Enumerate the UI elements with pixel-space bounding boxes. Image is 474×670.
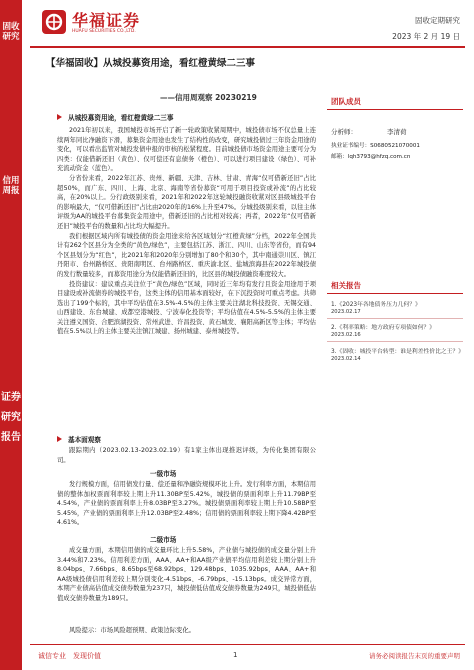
related-separator bbox=[327, 318, 463, 319]
team-heading: 团队成员 bbox=[331, 97, 361, 106]
logo-mark-icon bbox=[42, 10, 66, 34]
section-marker-icon bbox=[57, 114, 62, 120]
related-separator bbox=[327, 341, 463, 342]
analyst-line bbox=[331, 127, 407, 136]
section-heading-1 bbox=[57, 112, 174, 122]
footer-disclaimer: 请务必阅读报告末页的重要声明 bbox=[369, 652, 460, 660]
paragraph: 分省份来看，2022年江苏、贵州、新疆、天津、吉林、甘肃、青海“仅可借新还旧”占比超50%，而广东、四川、上海、北京、海南等省份募资“可用于项目投资或补流”的占比较高，在20%以上。分行政级别来看，2021年和2022年这轮城投融资收紧对区县级城投平台的影响最大，“仅可借新还旧”占比由2020年的16%上升至47%。分城投级别来看，以往主体评级为AA的城投平台募集资金用途中，借新还旧的占比相对较高；再者，2022年“仅可借新还旧”城投平台的数量和占比均大幅提升。 bbox=[57, 174, 316, 230]
footer-slogan: 诚信专业 发现价值 bbox=[38, 652, 101, 660]
subsection-heading-secondary: 二级市场 bbox=[150, 536, 177, 544]
report-title: 【华福固收】从城投募资用途，看红橙黄绿二三事 bbox=[46, 58, 256, 69]
related-report-date: 2023.02.14 bbox=[331, 356, 361, 362]
report-subtitle: ——信用周观察 20230219 bbox=[160, 93, 257, 102]
footer-divider bbox=[30, 644, 465, 645]
section-marker-icon bbox=[57, 436, 62, 442]
license-number: 执业证书编号：S0680521070001 bbox=[331, 143, 420, 149]
subsection-primary-body bbox=[57, 480, 316, 528]
related-report-date: 2023.02.16 bbox=[331, 332, 361, 338]
section-heading-2 bbox=[57, 434, 101, 444]
logo-cn-text: 华福证券 bbox=[72, 11, 141, 30]
section-heading-text: 基本面观察 bbox=[68, 436, 101, 444]
risk-notice bbox=[57, 626, 316, 636]
related-report-link[interactable]: 1.《2023年各地债务压力几何？》 bbox=[331, 302, 421, 308]
header-divider bbox=[30, 46, 465, 48]
related-heading: 相关报告 bbox=[331, 281, 361, 290]
analyst-email[interactable]: 邮箱：lqh3793@hfzq.com.cn bbox=[331, 154, 411, 160]
paragraph: 2021年初以来，我国城投市场开启了新一轮政策收紧周期中，城投债市场不仅总量上连续两年同比净融资下滑，募集资金用途也发生了结构性的改变，研究城投债过三年资金用途的变化，可以看出监管对城投发债申报的审核的松紧程度。目前城投债市场资金用途主要可分为四类：仅能借新还旧（黄色）、仅可偿还有息债务（橙色）、可以进行项目建设（绿色）、可补充流动资金（蓝色）。 bbox=[57, 127, 316, 173]
team-divider bbox=[327, 109, 463, 110]
subsection-secondary-body bbox=[57, 546, 316, 604]
sidebar-top-label: 固收研究 bbox=[2, 22, 20, 42]
paragraph: 发行规模方面，信用债发行量、偿还量和净融资规模环比上升。发行利率方面，本期信用债的整体加权票面利率较上期上升11.30BP至5.42%，城投债的票面利率上升11.79BP至4.54%，产业债的票面利率上升8.03BP至3.27%。城投债票面利率较上期上升10.58BP至5.45%，产业债的票面利率上升12.03BP至2.48%；信用债的票面利率较上期下降4.42BP至4.61%。 bbox=[57, 481, 316, 527]
subsection-heading-primary: 一级市场 bbox=[150, 470, 177, 478]
section-2-intro bbox=[57, 446, 316, 465]
left-sidebar bbox=[0, 0, 22, 670]
paragraph: 跟踪期内（2023.02.13-2023.02.19）有1家主体出现推迟评级，为传化集团有限公司。 bbox=[57, 447, 316, 464]
paragraph: 我们根据区域内所有城投债的资金用途来给各区域划分“红橙黄绿”分档，2022年全国共计有262个区县分为全类的“黄色/绿色”，主要包括江苏、浙江、四川、山东等省份，而有94个区县划分为“红色”，比2021年和2020年分别增加了80个和30个，其中南通崇川区、镇江丹阳市、台州路桥区、贵阳南明区、台州路桥区、重庆渝北区、盐城滨海县在2022年城投债的发行数量较多，而募资用途分为仅能借新还旧的，比区县的城投债融资难度较大。 bbox=[57, 232, 316, 278]
analyst-label: 分析师： bbox=[331, 128, 357, 136]
related-report-date: 2023.02.17 bbox=[331, 309, 361, 315]
paragraph: 成交量方面，本期信用债的成交量环比上升5.58%，产业债与城投债的成交量分别上升3.44%和7.23%。信用利差方面，AAA、AA+和AA级产业债平均信用利差较上期分别上升8.04bps、7.66bps、8.65bps至68.92bps、129.48bps、1035.92bps，AAA、AA+和AA级城投债信用利差较上期分别变化-4.51bps、-6.79bps、-15.13bps。成交异常方面，本期产业债高估值成交债券数量为237只，城投债低估值成交债券数量为249只，城投债低估值成交债券数量为189只。 bbox=[57, 547, 316, 602]
logo-en-text: HUAFU SECURITIES CO.,LTD. bbox=[72, 29, 136, 34]
sidebar-bottom-label: 证券研究报告 bbox=[1, 392, 21, 443]
sidebar-mid-label: 信用周报 bbox=[2, 176, 20, 196]
report-type: 固收定期研究 bbox=[415, 16, 460, 25]
related-report-link[interactable]: 3.《固收：城投平台转型：谁是利差性价比之王？》 bbox=[331, 349, 465, 355]
paragraph: 风险提示：市场风险超预期、政策边际变化。 bbox=[69, 627, 195, 634]
analyst-name: 李清荷 bbox=[387, 128, 407, 136]
page-number: 1 bbox=[233, 651, 238, 659]
section-heading-text: 从城投募资用途，看红橙黄绿二三事 bbox=[68, 114, 174, 122]
company-logo bbox=[42, 8, 141, 40]
related-report-link[interactable]: 2.《利率策略：地方政府专项债如何？》 bbox=[331, 325, 436, 331]
report-date: 2023 年 2 月 19 日 bbox=[392, 32, 460, 41]
section-1-body bbox=[57, 126, 316, 337]
paragraph: 投资建议：建议重点关注位于“黄色/绿色”区域，同时近三年均有发行且资金用途用于项目建设或补流债券的城投平台，这类主体的信用基本面较好，在下沉投资时可重点考虑。共筛选出了199个标的，其中平均估值在3.5%-4.5%的主体主要关注湖北科技投资、无锡交通、山西建设、东台城建、成都空港城投、宁波奉化投资等；平均估值在4.5%-5.5%的主体主要关注遵义国资、合肥滨湖投资、常州武进、许昌投资、黄石城发、襄阳高新区等主体；平均估值在5.5%以上的主体主要关注镇江城建、扬州城建、泰州城投等。 bbox=[57, 280, 316, 336]
related-divider bbox=[327, 293, 463, 294]
